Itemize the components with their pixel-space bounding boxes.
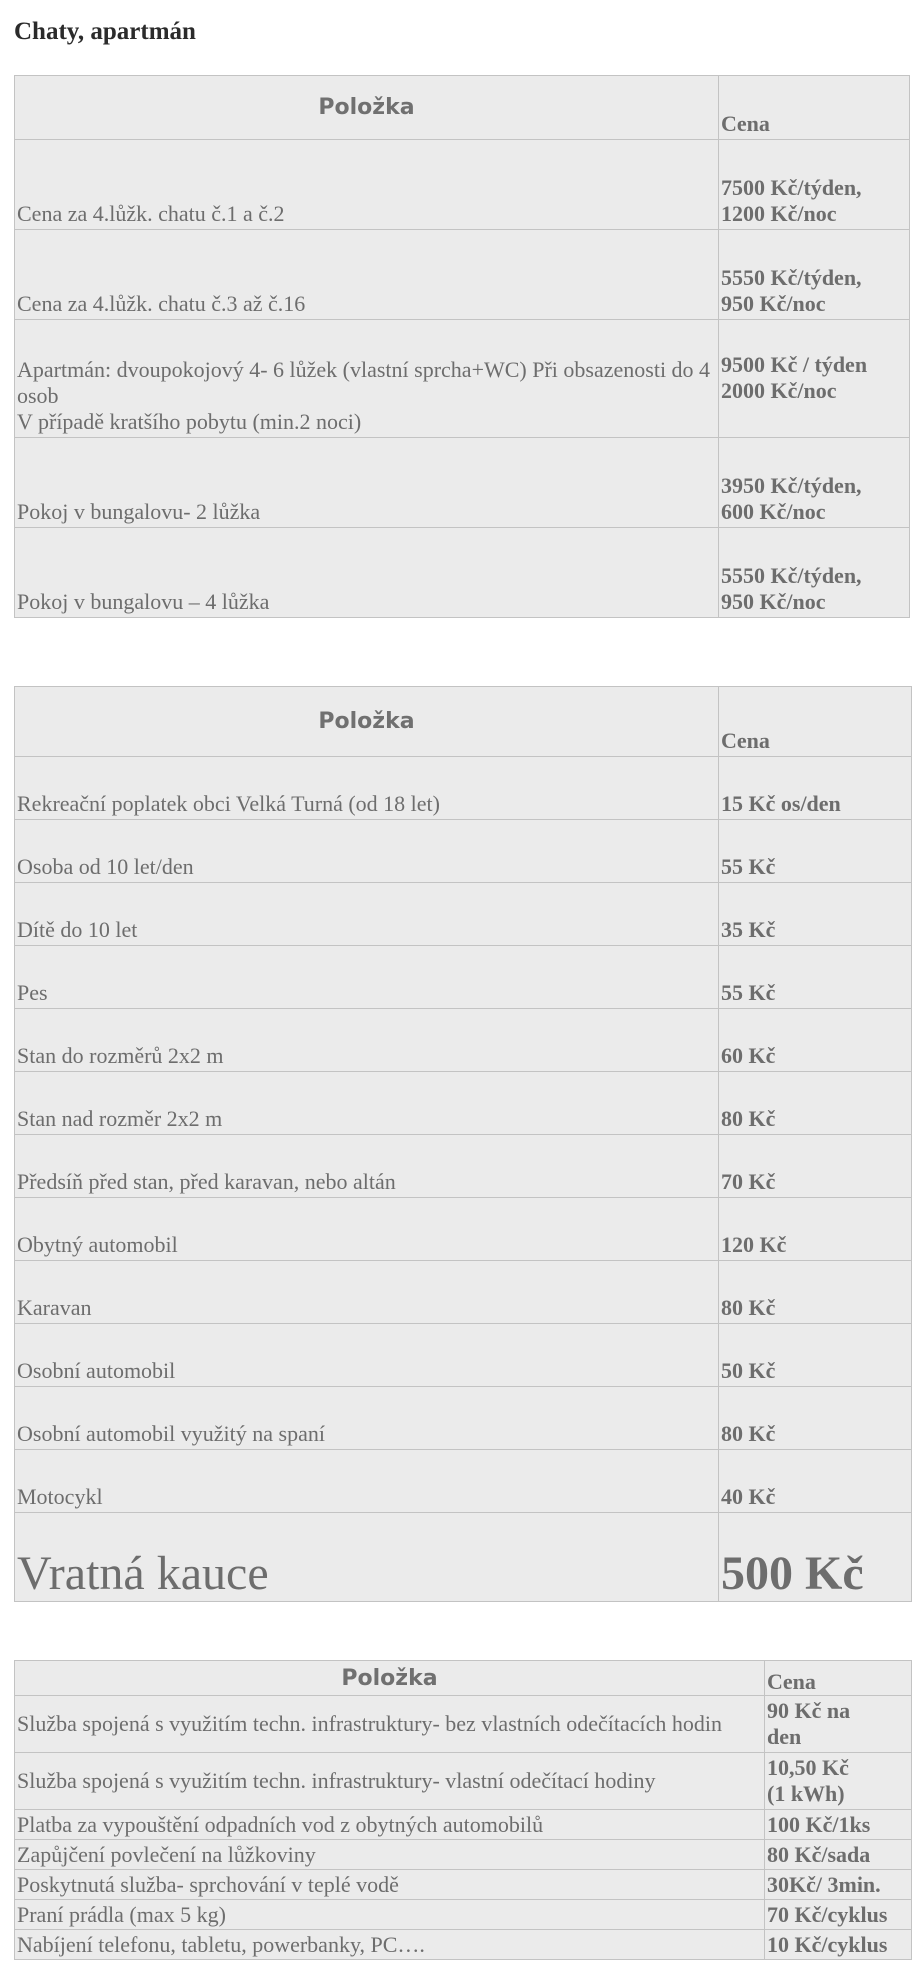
price-night: 1200 Kč/noc — [721, 201, 837, 226]
row-price: 60 Kč — [719, 1009, 912, 1072]
row-item: Platba za vypouštění odpadních vod z obytných automobilů — [15, 1810, 765, 1840]
row-price — [719, 140, 910, 230]
row-price: 55 Kč — [719, 820, 912, 883]
table-row — [15, 230, 910, 320]
row-price: 15 Kč os/den — [719, 757, 912, 820]
price-night: 950 Kč/noc — [721, 291, 826, 316]
row-price: 30Kč/ 3min. — [765, 1870, 912, 1900]
row-price: 70 Kč — [719, 1135, 912, 1198]
table-row — [15, 1840, 912, 1870]
row-price: 40 Kč — [719, 1450, 912, 1513]
row-price: 120 Kč — [719, 1198, 912, 1261]
accommodation-price-table — [14, 75, 910, 618]
column-header-price: Cena — [719, 76, 910, 140]
row-price: 70 Kč/cyklus — [765, 1900, 912, 1930]
row-item-line-1: Apartmán: dvoupokojový 4- 6 lůžek (vlastní sprcha+WC) Při obsazenosti do 4 osob — [17, 357, 711, 408]
table-row — [15, 1135, 912, 1198]
table-row — [15, 1387, 912, 1450]
table-row — [15, 438, 910, 528]
row-item: Motocykl — [15, 1450, 719, 1513]
table-row — [15, 946, 912, 1009]
table-row — [15, 1696, 912, 1753]
price-line-1: 90 Kč na — [767, 1698, 851, 1723]
column-header-item: Položka — [15, 1661, 765, 1696]
services-price-table — [14, 1660, 912, 1960]
table-row — [15, 1198, 912, 1261]
price-week: 9500 Kč / týden — [721, 351, 868, 377]
row-item: Služba spojená s využitím techn. infrastruktury- vlastní odečítací hodiny — [15, 1753, 765, 1810]
table-row — [15, 320, 910, 438]
price-night: 950 Kč/noc — [721, 589, 826, 614]
table-row — [15, 1753, 912, 1810]
row-item-line-2: V případě kratšího pobytu (min.2 noci) — [17, 409, 362, 434]
table-header-row — [15, 1661, 912, 1696]
price-line-2: den — [767, 1724, 802, 1749]
row-item: Stan do rozměrů 2x2 m — [15, 1009, 719, 1072]
price-week: 5550 Kč/týden, — [721, 563, 862, 588]
row-item: Osobní automobil využitý na spaní — [15, 1387, 719, 1450]
row-price — [719, 230, 910, 320]
row-item: Praní prádla (max 5 kg) — [15, 1900, 765, 1930]
column-header-price: Cena — [765, 1661, 912, 1696]
row-item: Pes — [15, 946, 719, 1009]
row-item: Obytný automobil — [15, 1198, 719, 1261]
row-item: Cena za 4.lůžk. chatu č.1 a č.2 — [15, 140, 719, 230]
row-price: 55 Kč — [719, 946, 912, 1009]
deposit-row — [15, 1513, 912, 1602]
table-header-row — [15, 76, 910, 140]
price-line-2: (1 kWh) — [767, 1781, 845, 1806]
row-item: Karavan — [15, 1261, 719, 1324]
deposit-price: 500 Kč — [719, 1513, 912, 1602]
row-price — [765, 1696, 912, 1753]
table-row — [15, 1900, 912, 1930]
table-row — [15, 883, 912, 946]
row-price: 80 Kč — [719, 1261, 912, 1324]
table-row — [15, 1261, 912, 1324]
table-row — [15, 1930, 912, 1960]
price-week: 7500 Kč/týden, — [721, 175, 862, 200]
row-price — [719, 528, 910, 618]
price-night: 2000 Kč/noc — [721, 377, 837, 403]
table-row — [15, 1009, 912, 1072]
row-item: Poskytnutá služba- sprchování v teplé vodě — [15, 1870, 765, 1900]
table-row — [15, 1450, 912, 1513]
row-item: Dítě do 10 let — [15, 883, 719, 946]
table-row — [15, 528, 910, 618]
row-item: Nabíjení telefonu, tabletu, powerbanky, PC…. — [15, 1930, 765, 1960]
row-item: Osoba od 10 let/den — [15, 820, 719, 883]
price-line-1: 10,50 Kč — [767, 1755, 849, 1780]
table-header-row — [15, 687, 912, 757]
row-price — [765, 1753, 912, 1810]
price-week: 5550 Kč/týden, — [721, 265, 862, 290]
row-item: Pokoj v bungalovu – 4 lůžka — [15, 528, 719, 618]
column-header-item: Položka — [15, 687, 719, 757]
camping-price-table — [14, 686, 912, 1602]
price-week: 3950 Kč/týden, — [721, 473, 862, 498]
row-item: Služba spojená s využitím techn. infrastruktury- bez vlastních odečítacích hodin — [15, 1696, 765, 1753]
table-row — [15, 1072, 912, 1135]
table-row — [15, 140, 910, 230]
row-item — [15, 320, 719, 438]
row-price: 80 Kč — [719, 1387, 912, 1450]
row-price: 100 Kč/1ks — [765, 1810, 912, 1840]
table-row — [15, 1324, 912, 1387]
row-item: Pokoj v bungalovu- 2 lůžka — [15, 438, 719, 528]
row-price: 35 Kč — [719, 883, 912, 946]
row-price: 50 Kč — [719, 1324, 912, 1387]
row-price — [719, 438, 910, 528]
row-item: Zapůjčení povlečení na lůžkoviny — [15, 1840, 765, 1870]
row-price: 80 Kč/sada — [765, 1840, 912, 1870]
table-row — [15, 1870, 912, 1900]
row-price — [719, 320, 910, 438]
row-item: Cena za 4.lůžk. chatu č.3 až č.16 — [15, 230, 719, 320]
row-item: Osobní automobil — [15, 1324, 719, 1387]
table-row — [15, 1810, 912, 1840]
row-item: Předsíň před stan, před karavan, nebo altán — [15, 1135, 719, 1198]
row-price: 10 Kč/cyklus — [765, 1930, 912, 1960]
column-header-item: Položka — [15, 76, 719, 140]
page-title: Chaty, apartmán — [14, 18, 196, 45]
deposit-label: Vratná kauce — [15, 1513, 719, 1602]
row-item: Stan nad rozměr 2x2 m — [15, 1072, 719, 1135]
table-row — [15, 757, 912, 820]
row-price: 80 Kč — [719, 1072, 912, 1135]
column-header-price: Cena — [719, 687, 912, 757]
table-row — [15, 820, 912, 883]
price-night: 600 Kč/noc — [721, 499, 826, 524]
row-item: Rekreační poplatek obci Velká Turná (od 18 let) — [15, 757, 719, 820]
